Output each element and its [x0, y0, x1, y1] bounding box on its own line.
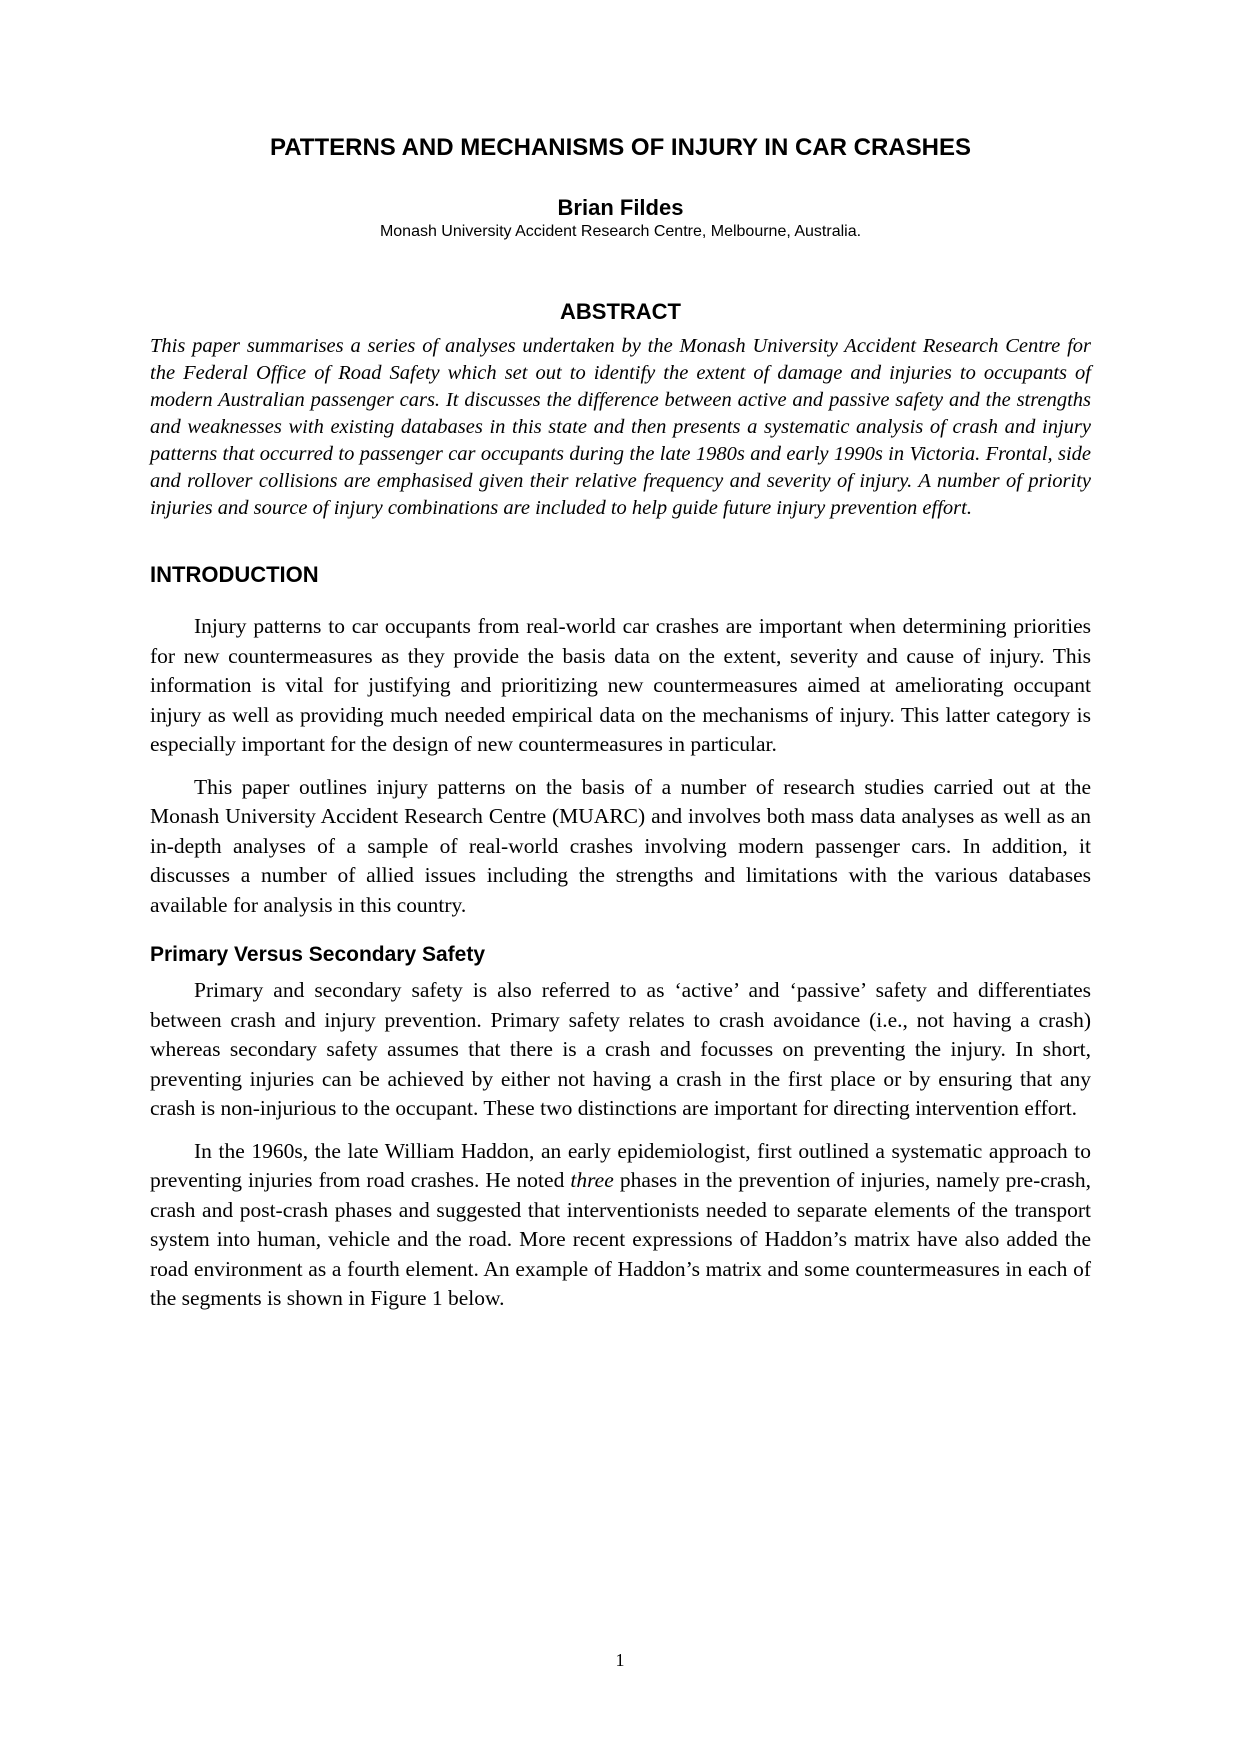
- primary-secondary-heading: Primary Versus Secondary Safety: [150, 943, 486, 966]
- haddon-paragraph: [150, 1137, 1091, 1314]
- page-number: 1: [615, 1650, 625, 1670]
- primary-secondary-paragraph-1: Primary and secondary safety is also referred to as ‘active’ and ‘passive’ safety and differentiates between crash and injury prevention. Primary safety relates to crash avoidance (i.e., not having a crash) whereas secondary safety assumes that there is a crash and focusses on preventing the injury. In short, preventing injuries can be achieved by either not having a crash in the first place or by ensuring that any crash is non-injurious to the occupant. These two distinctions are important for directing intervention effort.: [150, 978, 1091, 1120]
- author-name: Brian Fildes: [557, 195, 684, 220]
- abstract-heading: ABSTRACT: [560, 299, 681, 324]
- introduction-heading: INTRODUCTION: [150, 562, 319, 587]
- author-affiliation: Monash University Accident Research Centre, Melbourne, Australia.: [379, 223, 862, 240]
- page-content: [150, 133, 1091, 1327]
- haddon-paragraph-end: phases in the prevention of injuries, namely pre-crash, crash and post-crash phases and suggested that interventionists needed to separate elements of the transport system into human, vehicle and the road. More recent expressions of Haddon’s matrix have also added the road environment as a fourth element. An example of Haddon’s matrix and some countermeasures in each of the segments is shown in Figure 1 below.: [150, 1168, 1091, 1310]
- haddon-paragraph-start: In the 1960s, the late William Haddon, an early epidemiologist, first outlined a systematic approach to preventing injuries from road crashes. He noted: [150, 1138, 1091, 1192]
- abstract-text: This paper summarises a series of analyses undertaken by the Monash University Accident Research Centre for the Federal Office of Road Safety which set out to identify the extent of damage and injuries to occupants of modern Australian passenger cars. It discusses the difference between active and passive safety and the strengths and weaknesses with existing databases in this state and then presents a systematic analysis of crash and injury patterns that occurred to passenger car occupants during the late 1980s and early 1990s in Victoria. Frontal, side and rollover collisions are emphasised given their relative frequency and severity of injury. A number of priority injuries and source of injury combinations are included to help guide future injury prevention effort.: [150, 335, 1091, 519]
- paper-title: PATTERNS AND MECHANISMS OF INJURY IN CAR CRASHES: [270, 134, 971, 161]
- introduction-paragraph-2: This paper outlines injury patterns on the basis of a number of research studies carried out at the Monash University Accident Research Centre (MUARC) and involves both mass data analyses as well as an in-depth analyses of a sample of real-world crashes involving modern passenger cars. In addition, it discusses a number of allied issues including the strengths and limitations with the various databases available for analysis in this country.: [150, 774, 1091, 917]
- introduction-paragraph-1: Injury patterns to car occupants from real-world car crashes are important when determining priorities for new countermeasures as they provide the basis data on the extent, severity and cause of injury. This information is vital for justifying and prioritizing new countermeasures aimed at ameliorating occupant injury as well as providing much needed empirical data on the mechanisms of injury. This latter category is especially important for the design of new countermeasures in particular.: [150, 614, 1091, 756]
- haddon-emphasis: three: [570, 1168, 614, 1192]
